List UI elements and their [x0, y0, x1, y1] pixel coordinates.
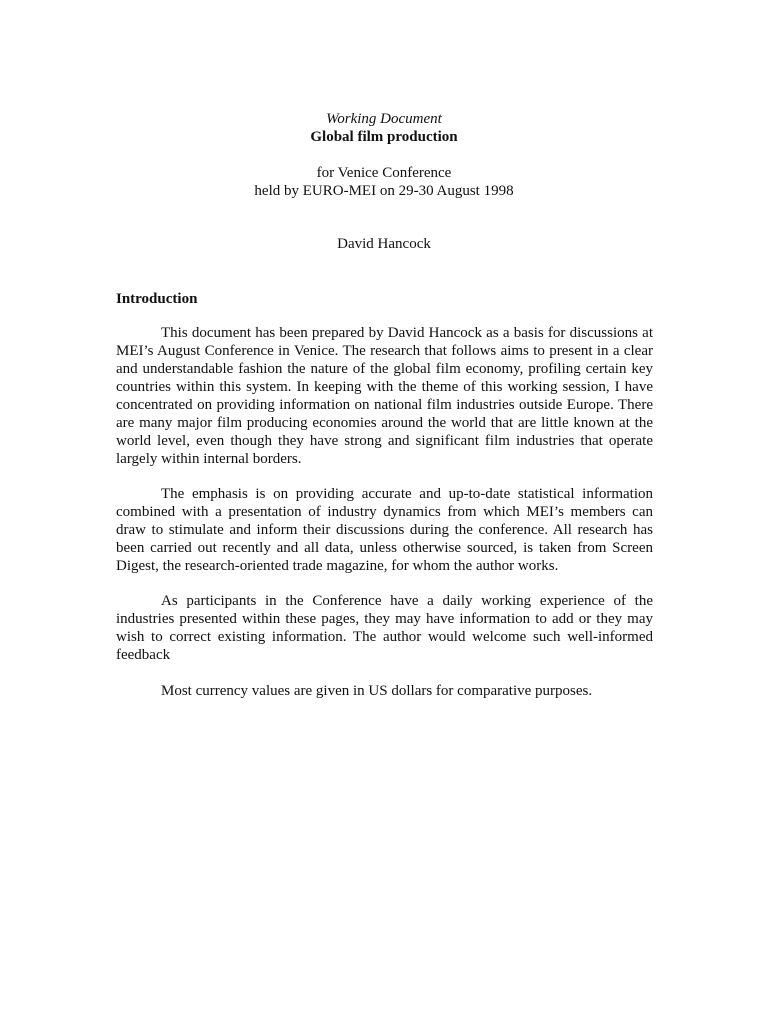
- author-name: David Hancock: [337, 236, 431, 252]
- section-heading-introduction: Introduction: [116, 291, 198, 307]
- document-title: Global film production: [310, 129, 458, 145]
- venue-line-1: for Venice Conference: [316, 165, 452, 181]
- paragraph-2: The emphasis is on providing accurate and up-to-date statistical information combined with a presentation of industry dynamics from which MEI’s members can draw to stimulate and inform their discussions during the conference. All research has been carried out recently and all data, unless otherwise sourced, is taken from Screen Digest, the research-oriented trade magazine, for whom the author works.: [116, 486, 653, 574]
- paragraph-1: This document has been prepared by David Hancock as a basis for discussions at MEI’s August Conference in Venice. The research that follows aims to present in a clear and understandable fashion the nature of the global film economy, profiling certain key countries within this system. In keeping with the theme of this working session, I have concentrated on providing information on national film industries outside Europe. There are many major film producing economies around the world that are little known at the world level, even though they have strong and significant film industries that operate largely within internal borders.: [116, 325, 653, 467]
- document-subtitle: Working Document: [326, 111, 442, 127]
- paragraph-3: As participants in the Conference have a daily working experience of the industries presented within these pages, they may have information to add or they may wish to correct existing information. The author would welcome such well-informed feedback: [116, 593, 653, 663]
- venue-line-2: held by EURO-MEI on 29-30 August 1998: [254, 183, 514, 199]
- paragraph-4: Most currency values are given in US dollars for comparative purposes.: [161, 683, 593, 699]
